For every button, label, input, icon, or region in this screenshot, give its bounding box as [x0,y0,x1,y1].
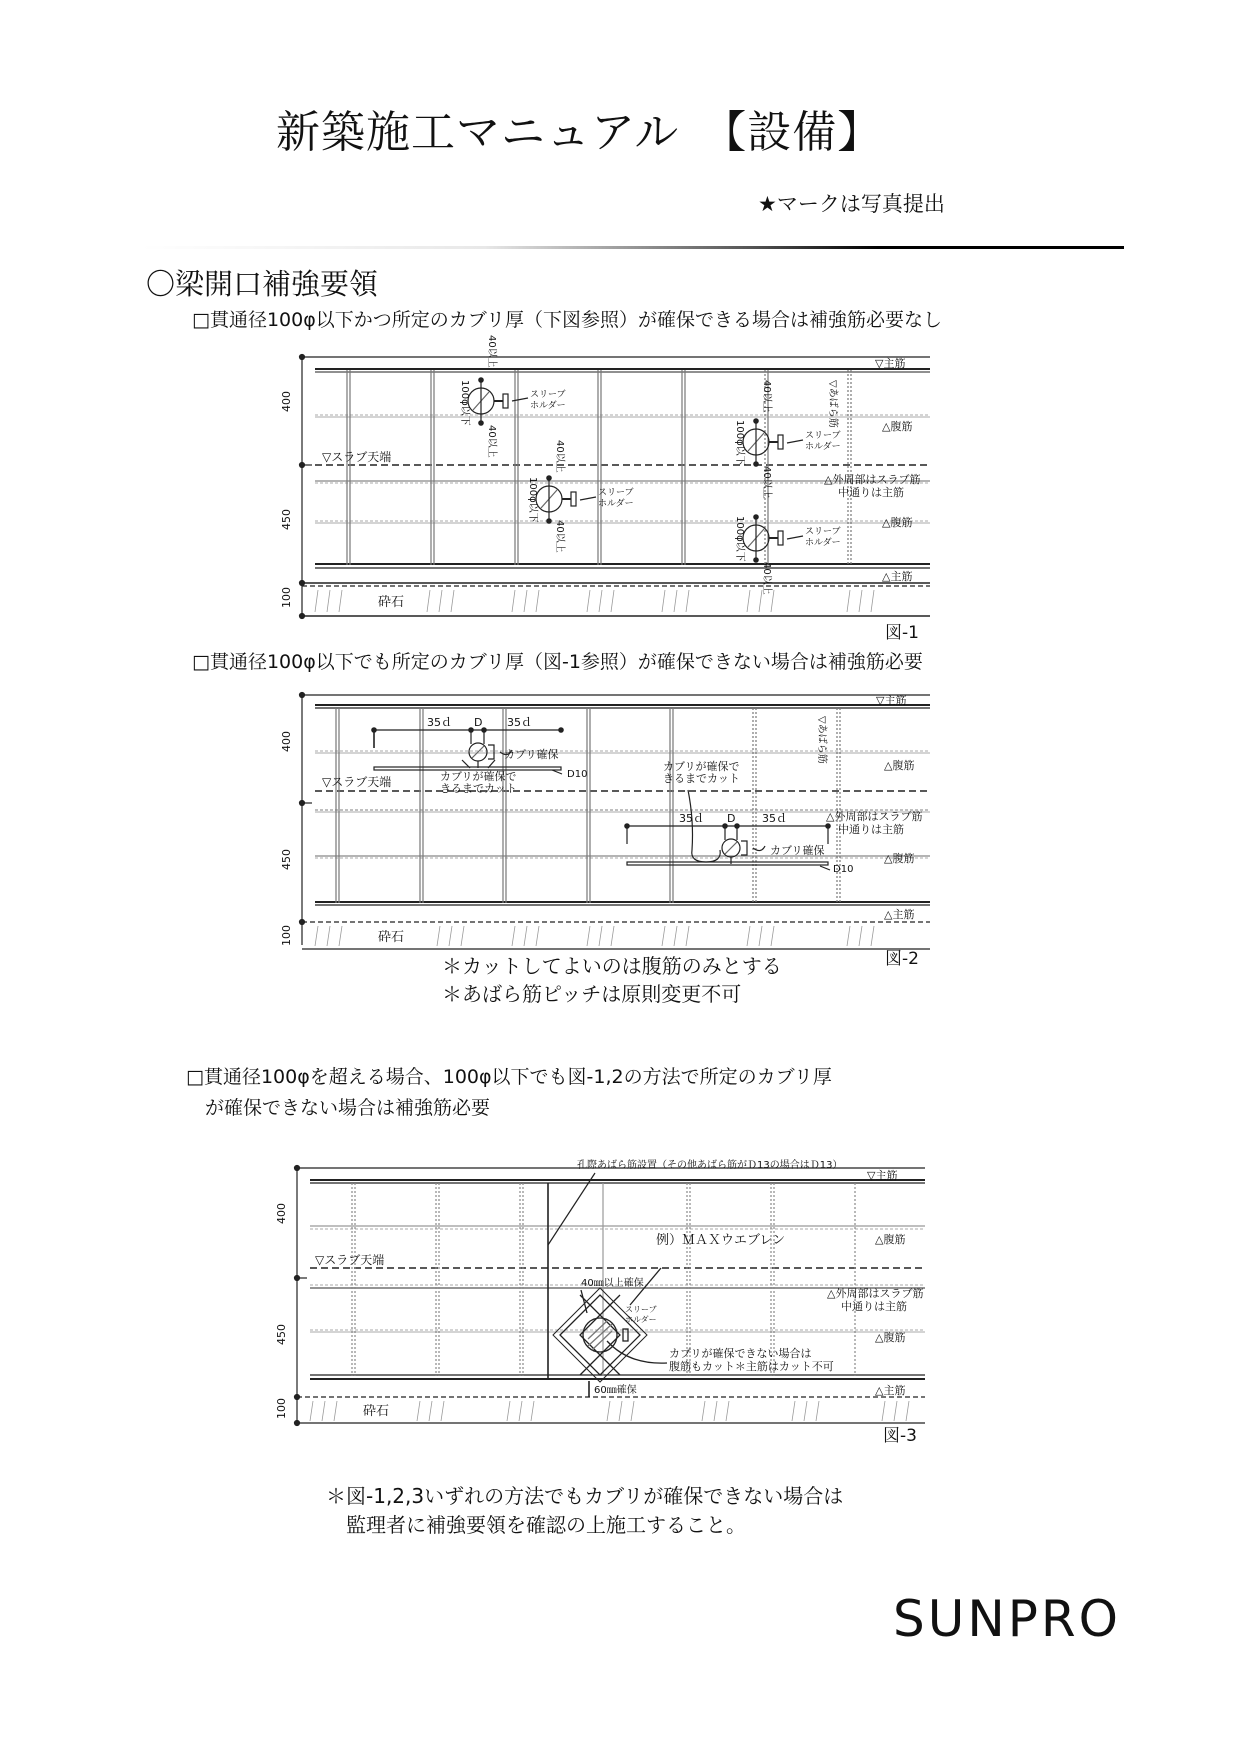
web-bar-label-lower: △腹筋 [882,516,913,529]
figure-1-diagram [280,335,950,643]
figure-3-diagram [275,1135,955,1446]
sunpro-logo: SUNPRO [893,1590,1121,1648]
holder-label: ホルダー [625,1315,657,1324]
cut-label: カブリが確保できない場合は [669,1347,812,1360]
cut-label: きるまでカット [440,782,517,795]
perimeter-label-2: 中通りは主筋 [838,823,904,836]
stirrup-label: ▽あばら筋 [816,716,827,764]
figure-2-diagram [280,690,950,950]
sleeve-4 [743,515,803,562]
top-main-label: ▽主筋 [867,1169,898,1182]
dim-d: D [727,812,736,825]
holder-label: ホルダー [530,401,566,411]
holder-label: ホルダー [598,499,634,509]
top-main-label: ▽主筋 [875,357,906,370]
photo-submission-note: ★マークは写真提出 [758,192,945,216]
clear-label: 40以上 [761,562,772,595]
note-cut-only-web-bars: ＊カットしてよいのは腹筋のみとする [442,954,782,978]
dim-base: 100 [280,587,293,608]
cut-label: カブリが確保で [663,760,740,773]
holder-label: スリーブ [598,488,634,498]
clear-40-label: 40㎜以上確保 [581,1278,644,1289]
slab-top-label: ▽スラブ天端 [322,775,392,789]
clear-label: 40以上 [554,440,565,473]
final-note [326,1482,843,1540]
condition-3-line-2: が確保できない場合は補強筋必要 [186,1097,491,1119]
top-main-label: ▽主筋 [876,694,907,707]
gravel-label: 砕石 [378,930,405,945]
holder-label: ホルダー [805,538,841,548]
dim-upper: 400 [275,1203,288,1224]
cut-label: 腹筋もカット＊主筋はカット不可 [669,1360,834,1373]
cut-label: きるまでカット [663,772,740,785]
bottom-main-label: △主筋 [882,570,913,583]
gravel-label: 砕石 [363,1404,390,1419]
dim-d: D [474,716,483,729]
stirrup-label: ▽あばら筋 [827,380,838,428]
dim-35d: 35ｄ [762,812,787,825]
bar-label: D10 [567,769,588,780]
gravel-label: 砕石 [378,595,405,610]
clear-label: 40以上 [486,335,497,368]
dia-label: 100φ以下 [459,380,470,426]
clear-label: 40以上 [761,466,772,499]
condition-1: □貫通径100φ以下かつ所定のカブリ厚（下図参照）が確保できる場合は補強筋必要なし [192,309,942,331]
bottom-main-label: △主筋 [884,908,915,921]
web-bar-label-lower: △腹筋 [875,1331,906,1344]
dim-base: 100 [280,925,293,946]
header-divider [140,246,1124,249]
web-bar-label-lower: △腹筋 [884,852,915,865]
holder-label: スリーブ [625,1305,657,1314]
note-stirrup-pitch: ＊あばら筋ピッチは原則変更不可 [442,982,742,1006]
condition-2: □貫通径100φ以下でも所定のカブリ厚（図-1参照）が確保できない場合は補強筋必要 [192,651,923,673]
web-bar-label-upper: △腹筋 [882,420,913,433]
clear-60-label: 60㎜確保 [594,1385,637,1396]
bottom-main-label: △主筋 [875,1384,906,1397]
holder-label: スリーブ [805,431,841,441]
clear-label: 40以上 [554,520,565,553]
slab-top-label: ▽スラブ天端 [315,1253,385,1267]
perimeter-label-2: 中通りは主筋 [841,1300,907,1313]
sleeve-3 [743,419,803,466]
perimeter-label-1: △外周部はスラブ筋 [826,810,923,823]
clear-label: 40以上 [761,380,772,413]
holder-label: スリーブ [530,390,566,400]
bar-label: D10 [833,864,854,875]
dia-label: 100φ以下 [527,477,538,523]
condition-3 [186,1062,832,1124]
figure-3-label: 図-3 [883,1426,917,1446]
clear-label: 40以上 [486,425,497,458]
cover-label: カブリ確保 [504,748,559,761]
dim-35d: 35ｄ [507,716,532,729]
figure-2-notes [442,952,782,1008]
web-bar-label-upper: △腹筋 [884,759,915,772]
final-note-line-2: 監理者に補強要領を確認の上施工すること。 [326,1513,746,1537]
slab-top-label: ▽スラブ天端 [322,450,392,464]
web-bar-label-upper: △腹筋 [875,1233,906,1246]
document-title: 新築施工マニュアル 【設備】 [276,107,883,158]
holder-label: ホルダー [805,442,841,452]
cut-label: カブリが確保で [440,770,517,783]
figure-2-label: 図-2 [885,949,919,969]
dim-upper: 400 [280,391,293,412]
section-title: 〇梁開口補強要領 [146,267,379,301]
example-label: 例）ＭＡＸウエブレン [656,1233,786,1248]
condition-3-line-1: □貫通径100φを超える場合、100φ以下でも図-1,2の方法で所定のカブリ厚 [186,1066,832,1088]
dia-label: 100φ以下 [734,420,745,466]
perimeter-label-1: △外周部はスラブ筋 [824,473,921,486]
dim-lower: 450 [280,849,293,870]
dim-lower: 450 [275,1324,288,1345]
perimeter-label-2: 中通りは主筋 [838,486,904,499]
dim-lower: 450 [280,509,293,530]
holder-label: スリーブ [805,527,841,537]
perimeter-label-1: △外周部はスラブ筋 [827,1287,924,1300]
final-note-line-1: ＊図-1,2,3いずれの方法でもカブリが確保できない場合は [326,1484,844,1508]
cover-label: カブリ確保 [770,844,825,857]
stirrup-note: 孔際あばら筋設置（その他あばら筋がＤ13の場合はＤ13） [577,1160,843,1171]
dim-upper: 400 [280,731,293,752]
dim-35d: 35ｄ [679,812,704,825]
figure-1-label: 図-1 [885,623,919,643]
sleeve-1 [468,378,528,425]
dim-35d: 35ｄ [427,716,452,729]
dia-label: 100φ以下 [734,516,745,562]
dim-base: 100 [275,1398,288,1419]
